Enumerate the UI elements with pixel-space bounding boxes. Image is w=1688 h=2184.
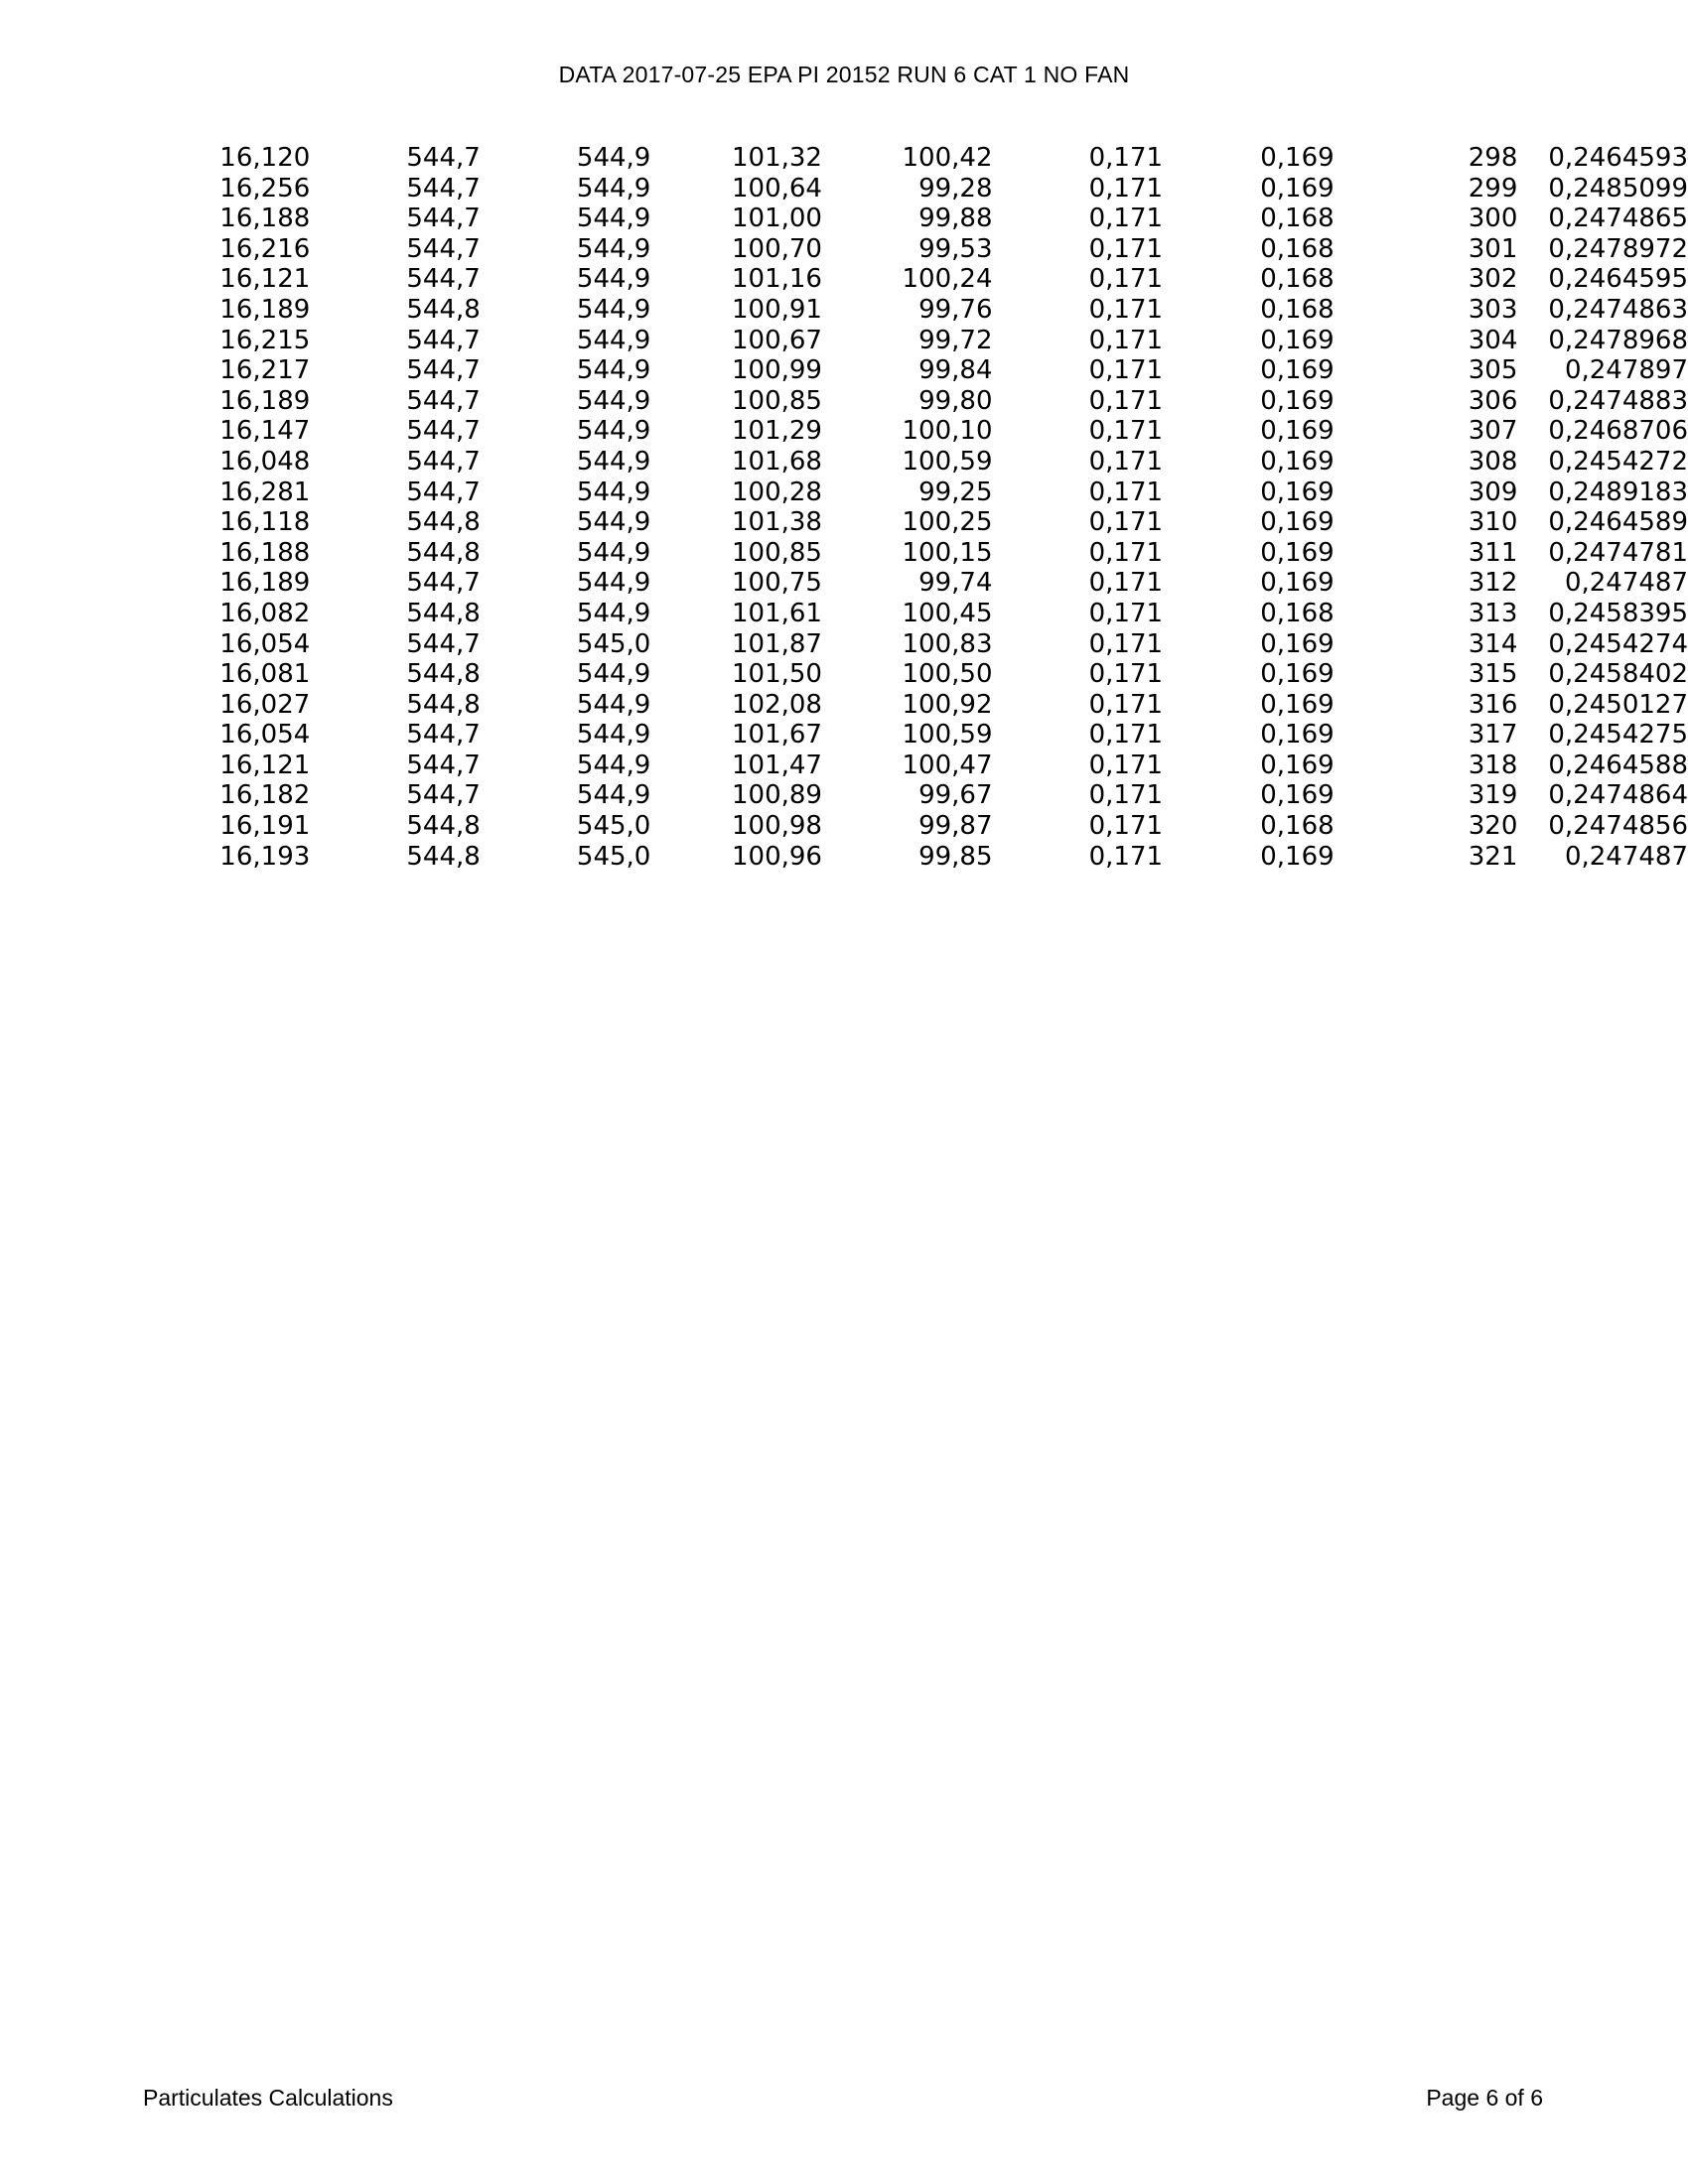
- table-row: [0, 447, 1688, 478]
- table-cell: 0,169: [1260, 841, 1335, 872]
- table-cell: 0,2474883: [1548, 385, 1688, 416]
- footer-document-name: Particulates Calculations: [143, 2085, 393, 2111]
- table-cell: 100,50: [902, 659, 993, 690]
- table-cell: 303: [1468, 294, 1518, 325]
- table-cell: 544,8: [406, 689, 481, 720]
- table-cell: 100,28: [731, 477, 822, 507]
- table-cell: 310: [1468, 507, 1518, 538]
- table-cell: 16,188: [219, 204, 311, 234]
- table-cell: 316: [1468, 689, 1518, 720]
- table-cell: 0,171: [1088, 568, 1164, 599]
- table-cell: 16,281: [219, 477, 311, 507]
- table-row: [0, 295, 1688, 326]
- table-cell: 99,28: [918, 173, 993, 204]
- table-cell: 545,0: [576, 811, 651, 842]
- table-cell: 306: [1468, 385, 1518, 416]
- table-cell: 101,50: [731, 659, 822, 690]
- table-cell: 0,171: [1088, 233, 1164, 264]
- table-cell: 101,29: [731, 416, 822, 447]
- table-cell: 544,7: [406, 264, 481, 295]
- table-cell: 544,7: [406, 477, 481, 507]
- table-cell: 100,75: [731, 568, 822, 599]
- table-cell: 99,84: [918, 355, 993, 386]
- table-cell: 100,83: [902, 628, 993, 659]
- table-cell: 0,2474856: [1548, 811, 1688, 842]
- table-cell: 544,9: [576, 446, 651, 477]
- table-row: [0, 386, 1688, 417]
- table-cell: 0,171: [1088, 355, 1164, 386]
- table-cell: 320: [1468, 811, 1518, 842]
- table-cell: 544,7: [406, 143, 481, 173]
- table-cell: 0,171: [1088, 628, 1164, 659]
- table-cell: 0,169: [1260, 750, 1335, 780]
- table-cell: 0,168: [1260, 233, 1335, 264]
- table-cell: 307: [1468, 416, 1518, 447]
- table-row: [0, 690, 1688, 721]
- table-cell: 100,10: [902, 416, 993, 447]
- table-cell: 0,169: [1260, 325, 1335, 355]
- table-cell: 0,169: [1260, 446, 1335, 477]
- table-cell: 301: [1468, 233, 1518, 264]
- table-cell: 100,47: [902, 750, 993, 780]
- table-cell: 100,70: [731, 233, 822, 264]
- table-cell: 544,9: [576, 659, 651, 690]
- table-cell: 16,147: [219, 416, 311, 447]
- table-cell: 544,8: [406, 659, 481, 690]
- table-cell: 0,171: [1088, 750, 1164, 780]
- table-cell: 99,85: [918, 841, 993, 872]
- table-cell: 0,168: [1260, 294, 1335, 325]
- table-cell: 300: [1468, 204, 1518, 234]
- table-cell: 0,169: [1260, 628, 1335, 659]
- table-cell: 16,216: [219, 233, 311, 264]
- table-row: [0, 264, 1688, 295]
- table-cell: 544,9: [576, 325, 651, 355]
- table-cell: 544,8: [406, 811, 481, 842]
- table-cell: 16,191: [219, 811, 311, 842]
- table-cell: 544,9: [576, 264, 651, 295]
- table-cell: 318: [1468, 750, 1518, 780]
- table-row: [0, 234, 1688, 265]
- table-cell: 101,38: [731, 507, 822, 538]
- table-cell: 544,9: [576, 477, 651, 507]
- table-cell: 100,67: [731, 325, 822, 355]
- table-cell: 16,054: [219, 628, 311, 659]
- table-cell: 0,171: [1088, 477, 1164, 507]
- table-row: [0, 355, 1688, 386]
- table-cell: 544,8: [406, 294, 481, 325]
- table-cell: 100,15: [902, 537, 993, 568]
- table-cell: 0,2474863: [1548, 294, 1688, 325]
- page-title: DATA 2017-07-25 EPA PI 20152 RUN 6 CAT 1 NO FAN: [558, 62, 1130, 87]
- table-cell: 544,8: [406, 841, 481, 872]
- table-cell: 0,169: [1260, 477, 1335, 507]
- table-cell: 0,2464588: [1548, 750, 1688, 780]
- table-cell: 544,9: [576, 598, 651, 628]
- table-row: [0, 174, 1688, 205]
- table-cell: 100,45: [902, 598, 993, 628]
- table-cell: 99,76: [918, 294, 993, 325]
- table-row: [0, 143, 1688, 174]
- table-cell: 102,08: [731, 689, 822, 720]
- table-cell: 0,169: [1260, 537, 1335, 568]
- table-cell: 101,00: [731, 204, 822, 234]
- table-body: [0, 143, 1688, 872]
- table-cell: 99,88: [918, 204, 993, 234]
- table-cell: 0,169: [1260, 385, 1335, 416]
- table-cell: 100,92: [902, 689, 993, 720]
- table-cell: 0,168: [1260, 598, 1335, 628]
- table-cell: 0,171: [1088, 173, 1164, 204]
- table-cell: 544,8: [406, 507, 481, 538]
- table-cell: 0,169: [1260, 568, 1335, 599]
- table-cell: 99,87: [918, 811, 993, 842]
- table-cell: 16,256: [219, 173, 311, 204]
- table-cell: 100,99: [731, 355, 822, 386]
- table-cell: 16,121: [219, 264, 311, 295]
- table-cell: 317: [1468, 720, 1518, 751]
- table-cell: 101,68: [731, 446, 822, 477]
- table-cell: 101,87: [731, 628, 822, 659]
- table-cell: 0,2464589: [1548, 507, 1688, 538]
- table-cell: 544,7: [406, 325, 481, 355]
- table-cell: 101,61: [731, 598, 822, 628]
- table-cell: 99,80: [918, 385, 993, 416]
- table-cell: 312: [1468, 568, 1518, 599]
- table-cell: 101,47: [731, 750, 822, 780]
- table-row: [0, 811, 1688, 842]
- table-cell: 0,169: [1260, 507, 1335, 538]
- table-cell: 16,193: [219, 841, 311, 872]
- table-cell: 544,7: [406, 385, 481, 416]
- table-cell: 16,189: [219, 385, 311, 416]
- table-row: [0, 599, 1688, 629]
- table-cell: 544,9: [576, 173, 651, 204]
- table-cell: 0,2458402: [1548, 659, 1688, 690]
- table-cell: 99,53: [918, 233, 993, 264]
- table-cell: 99,74: [918, 568, 993, 599]
- table-cell: 0,2478968: [1548, 325, 1688, 355]
- table-cell: 0,169: [1260, 780, 1335, 811]
- table-cell: 544,9: [576, 689, 651, 720]
- table-cell: 0,171: [1088, 204, 1164, 234]
- table-cell: 0,171: [1088, 720, 1164, 751]
- table-cell: 544,9: [576, 233, 651, 264]
- table-cell: 0,2454275: [1548, 720, 1688, 751]
- table-row: [0, 629, 1688, 660]
- table-cell: 16,048: [219, 446, 311, 477]
- table-cell: 0,171: [1088, 689, 1164, 720]
- table-cell: 99,72: [918, 325, 993, 355]
- table-row: [0, 842, 1688, 873]
- table-cell: 544,9: [576, 720, 651, 751]
- table-cell: 16,189: [219, 294, 311, 325]
- table-cell: 16,081: [219, 659, 311, 690]
- table-cell: 0,171: [1088, 780, 1164, 811]
- table-cell: 16,189: [219, 568, 311, 599]
- table-cell: 545,0: [576, 628, 651, 659]
- table-cell: 315: [1468, 659, 1518, 690]
- table-cell: 0,2474781: [1548, 537, 1688, 568]
- table-cell: 100,25: [902, 507, 993, 538]
- table-cell: 0,171: [1088, 537, 1164, 568]
- table-cell: 100,42: [902, 143, 993, 173]
- table-cell: 101,67: [731, 720, 822, 751]
- table-cell: 0,2458395: [1548, 598, 1688, 628]
- table-cell: 0,171: [1088, 811, 1164, 842]
- table-cell: 302: [1468, 264, 1518, 295]
- table-row: [0, 659, 1688, 690]
- table-cell: 0,169: [1260, 416, 1335, 447]
- table-row: [0, 326, 1688, 356]
- table-cell: 100,85: [731, 385, 822, 416]
- table-cell: 16,188: [219, 537, 311, 568]
- table-cell: 0,2468706: [1548, 416, 1688, 447]
- table-cell: 16,118: [219, 507, 311, 538]
- table-cell: 544,9: [576, 780, 651, 811]
- table-cell: 101,16: [731, 264, 822, 295]
- table-cell: 100,98: [731, 811, 822, 842]
- table-cell: 0,2485099: [1548, 173, 1688, 204]
- table-cell: 0,171: [1088, 598, 1164, 628]
- table-cell: 544,7: [406, 204, 481, 234]
- table-cell: 100,85: [731, 537, 822, 568]
- table-cell: 544,7: [406, 568, 481, 599]
- table-cell: 16,215: [219, 325, 311, 355]
- table-cell: 0,169: [1260, 720, 1335, 751]
- table-cell: 305: [1468, 355, 1518, 386]
- table-cell: 0,171: [1088, 294, 1164, 325]
- table-row: [0, 568, 1688, 599]
- table-cell: 544,9: [576, 416, 651, 447]
- table-cell: 319: [1468, 780, 1518, 811]
- table-cell: 0,168: [1260, 204, 1335, 234]
- table-cell: 544,7: [406, 720, 481, 751]
- table-cell: 544,9: [576, 204, 651, 234]
- table-row: [0, 538, 1688, 569]
- table-row: [0, 478, 1688, 508]
- table-cell: 544,9: [576, 750, 651, 780]
- table-cell: 0,171: [1088, 659, 1164, 690]
- table-cell: 100,96: [731, 841, 822, 872]
- data-table: [0, 143, 1688, 872]
- table-cell: 0,169: [1260, 659, 1335, 690]
- table-cell: 0,247487: [1564, 841, 1688, 872]
- table-cell: 298: [1468, 143, 1518, 173]
- table-cell: 545,0: [576, 841, 651, 872]
- table-cell: 0,2454272: [1548, 446, 1688, 477]
- table-cell: 0,2478972: [1548, 233, 1688, 264]
- table-cell: 0,169: [1260, 173, 1335, 204]
- table-cell: 16,027: [219, 689, 311, 720]
- table-cell: 544,7: [406, 233, 481, 264]
- table-cell: 544,8: [406, 598, 481, 628]
- table-cell: 0,169: [1260, 689, 1335, 720]
- table-cell: 0,2450127: [1548, 689, 1688, 720]
- table-cell: 0,171: [1088, 507, 1164, 538]
- table-cell: 0,2454274: [1548, 628, 1688, 659]
- table-cell: 100,59: [902, 446, 993, 477]
- table-cell: 544,9: [576, 143, 651, 173]
- table-cell: 100,64: [731, 173, 822, 204]
- table-cell: 544,7: [406, 628, 481, 659]
- table-cell: 544,9: [576, 507, 651, 538]
- table-cell: 544,9: [576, 355, 651, 386]
- table-cell: 0,169: [1260, 143, 1335, 173]
- table-row: [0, 720, 1688, 751]
- table-row: [0, 780, 1688, 811]
- table-cell: 544,7: [406, 750, 481, 780]
- table-cell: 0,168: [1260, 811, 1335, 842]
- table-cell: 100,91: [731, 294, 822, 325]
- table-cell: 0,171: [1088, 264, 1164, 295]
- table-cell: 0,2474865: [1548, 204, 1688, 234]
- table-cell: 314: [1468, 628, 1518, 659]
- table-cell: 544,9: [576, 294, 651, 325]
- table-cell: 0,2489183: [1548, 477, 1688, 507]
- table-cell: 0,171: [1088, 841, 1164, 872]
- table-cell: 0,2464595: [1548, 264, 1688, 295]
- table-cell: 16,182: [219, 780, 311, 811]
- table-row: [0, 751, 1688, 781]
- table-cell: 16,120: [219, 143, 311, 173]
- table-cell: 544,9: [576, 385, 651, 416]
- table-cell: 16,082: [219, 598, 311, 628]
- table-cell: 0,247487: [1564, 568, 1688, 599]
- table-cell: 544,7: [406, 416, 481, 447]
- table-cell: 309: [1468, 477, 1518, 507]
- table-cell: 544,7: [406, 173, 481, 204]
- table-cell: 101,32: [731, 143, 822, 173]
- table-cell: 0,168: [1260, 264, 1335, 295]
- table-cell: 0,2474864: [1548, 780, 1688, 811]
- table-cell: 0,171: [1088, 325, 1164, 355]
- table-cell: 304: [1468, 325, 1518, 355]
- table-cell: 0,169: [1260, 355, 1335, 386]
- table-cell: 321: [1468, 841, 1518, 872]
- table-cell: 0,247897: [1564, 355, 1688, 386]
- table-cell: 99,25: [918, 477, 993, 507]
- table-cell: 100,89: [731, 780, 822, 811]
- table-cell: 544,8: [406, 537, 481, 568]
- table-cell: 313: [1468, 598, 1518, 628]
- table-cell: 299: [1468, 173, 1518, 204]
- table-cell: 544,7: [406, 780, 481, 811]
- table-cell: 16,217: [219, 355, 311, 386]
- table-cell: 0,171: [1088, 385, 1164, 416]
- table-cell: 0,2464593: [1548, 143, 1688, 173]
- table-cell: 16,121: [219, 750, 311, 780]
- table-cell: 0,171: [1088, 143, 1164, 173]
- table-cell: 544,9: [576, 568, 651, 599]
- table-cell: 311: [1468, 537, 1518, 568]
- table-cell: 100,59: [902, 720, 993, 751]
- table-cell: 544,7: [406, 355, 481, 386]
- footer-page-number: Page 6 of 6: [1426, 2085, 1543, 2111]
- table-cell: 99,67: [918, 780, 993, 811]
- table-cell: 544,9: [576, 537, 651, 568]
- table-cell: 100,24: [902, 264, 993, 295]
- table-row: [0, 204, 1688, 234]
- table-cell: 16,054: [219, 720, 311, 751]
- table-row: [0, 416, 1688, 447]
- table-cell: 308: [1468, 446, 1518, 477]
- table-cell: 0,171: [1088, 446, 1164, 477]
- table-row: [0, 507, 1688, 538]
- table-cell: 0,171: [1088, 416, 1164, 447]
- table-cell: 544,7: [406, 446, 481, 477]
